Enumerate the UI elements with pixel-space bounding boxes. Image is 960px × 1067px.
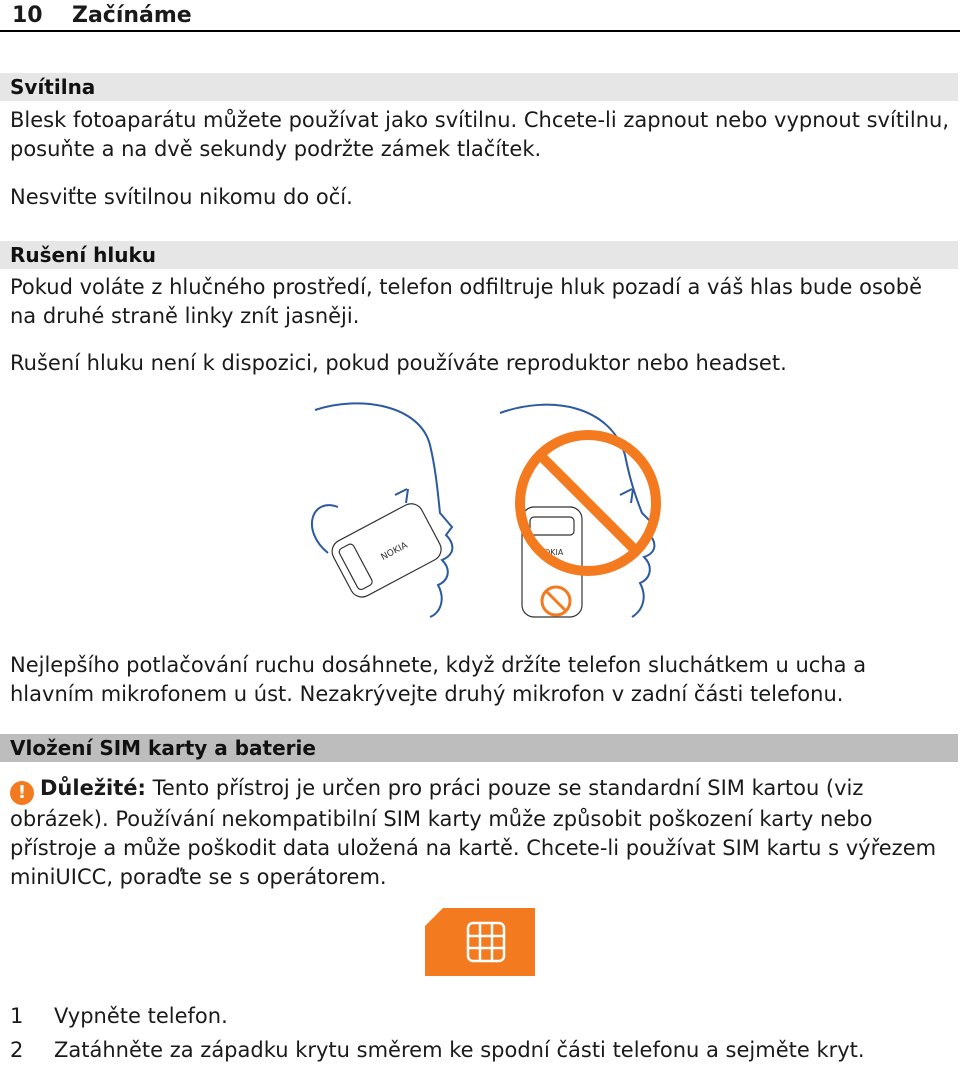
noise-best-practice: Nejlepšího potlačování ruchu dosáhnete, když držíte telefon sluchátkem u ucha a hlavním mikrofonem u úst. Nezakrývejte druhý mikrofon v zadní části telefonu. <box>10 653 867 706</box>
section-header-noise <box>0 241 958 269</box>
section-title: Vložení SIM karty a baterie <box>10 736 316 760</box>
sim-important-note <box>10 774 950 892</box>
flashlight-warning: Nesviťte svítilnou nikomu do očí. <box>10 185 353 209</box>
important-text: Tento přístroj je určen pro práci pouze se standardní SIM kartou (viz obrázek). Používání nekompatibilní SIM karty může způsobit poškození karty nebo přístroje a může poškodit data uložená na kartě. Chcete-li používat SIM kartu s výřezem miniUICC, poraďte se s operátorem. <box>10 776 937 889</box>
important-label: Důležité: <box>40 776 146 800</box>
step-number: 2 <box>10 1038 24 1062</box>
step-text: Vypněte telefon. <box>54 1004 228 1028</box>
phone-icon <box>328 500 445 602</box>
warning-icon: ! <box>10 781 34 805</box>
section-header-sim <box>0 734 958 762</box>
prohibition-icon <box>520 435 656 571</box>
sim-card-icon <box>425 908 535 976</box>
noise-paragraph: Pokud voláte z hlučného prostředí, telefon odfiltruje hluk pozadí a váš hlas bude osobě na druhé straně linky znít jasněji. <box>10 275 923 328</box>
chapter-title: Začínáme <box>72 3 192 28</box>
page-number: 10 <box>12 3 43 28</box>
page-header <box>0 0 960 32</box>
phone-holding-illustration <box>290 395 690 625</box>
svg-text:NOKIA: NOKIA <box>379 540 410 563</box>
section-title: Rušení hluku <box>10 243 157 267</box>
svg-text:NOKIA: NOKIA <box>538 548 564 557</box>
section-title: Svítilna <box>10 75 96 99</box>
step-text: Zatáhněte za západku krytu směrem ke spodní části telefonu a sejměte kryt. <box>54 1038 865 1062</box>
noise-availability-note: Rušení hluku není k dispozici, pokud používáte reproduktor nebo headset. <box>10 351 787 375</box>
flashlight-paragraph: Blesk fotoaparátu můžete používat jako svítilnu. Chcete-li zapnout nebo vypnout svítilnu, posuňte a na dvě sekundy podržte zámek tlačítek. <box>10 108 950 161</box>
section-header-flashlight <box>0 73 958 101</box>
step-item <box>10 1002 228 1031</box>
step-item <box>10 1036 865 1065</box>
step-number: 1 <box>10 1004 24 1028</box>
